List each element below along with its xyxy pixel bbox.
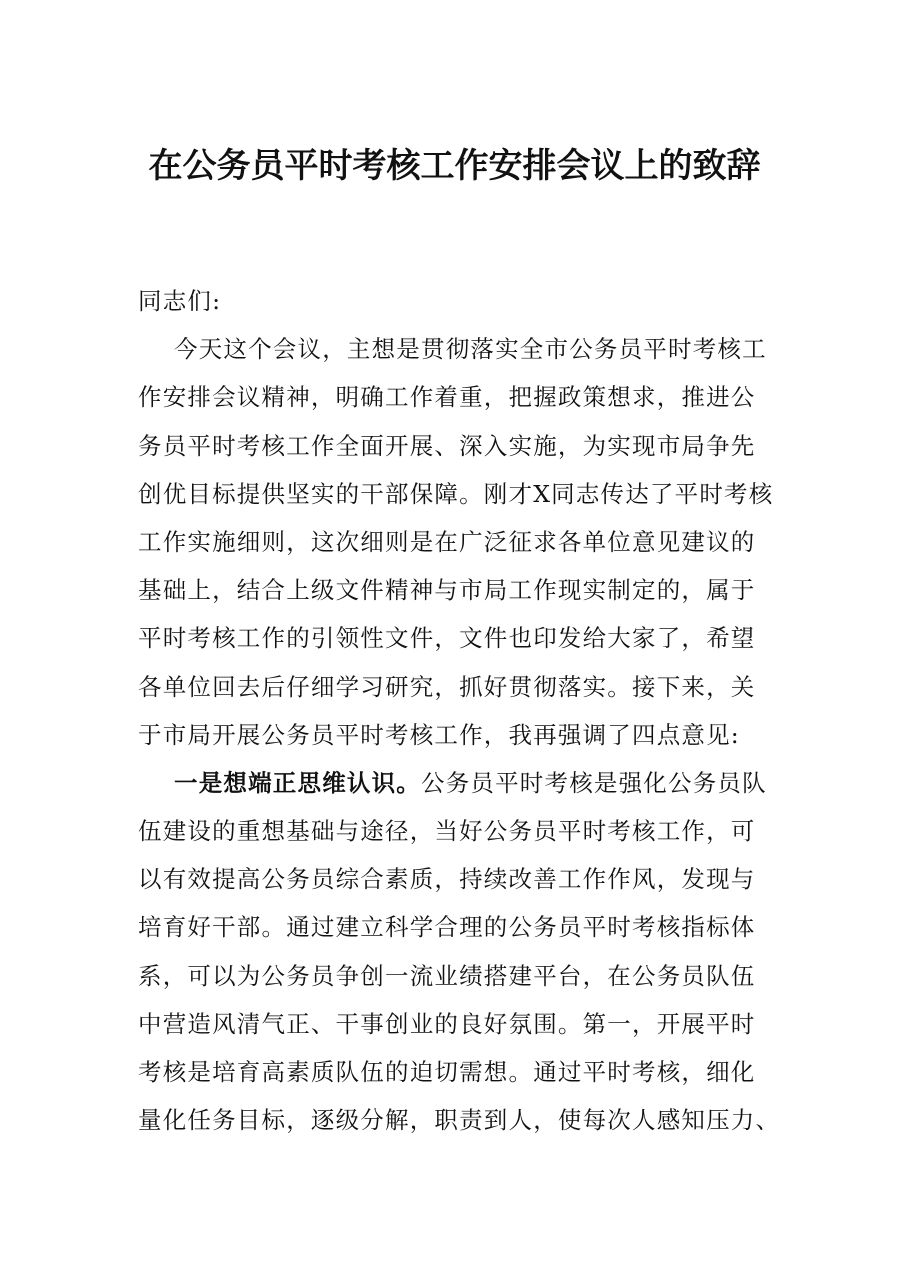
paragraph-line: 系，可以为公务员争创一流业绩搭建平台，在公务员队伍 [138,961,756,990]
paragraph-line: 今天这个会议，主想是贯彻落实全市公务员平时考核工 [174,335,767,364]
paragraph-line: 量化任务目标，逐级分解，职责到人，使每次人感知压力、 [138,1106,781,1135]
document-title: 在公务员平时考核工作安排会议上的致辞 [148,146,761,186]
paragraph-line: 务员平时考核工作全面开展、深入实施，为实现市局争先 [138,431,756,460]
paragraph-line: 工作实施细则，这次细则是在广泛征求各单位意见建议的 [138,527,756,556]
paragraph-line: 于市局开展公务员平时考核工作，我再强调了四点意见: [138,720,740,749]
section-heading: 一是想端正思维认识。 [174,768,421,797]
paragraph-line: 各单位回去后仔细学习研究，抓好贯彻落实。接下来，关 [138,672,756,701]
salutation: 同志们: [138,287,222,315]
document-body [138,277,781,1144]
paragraph-line: 中营造风清气正、干事创业的良好氛围。第一，开展平时 [138,1009,756,1038]
paragraph-line: 创优目标提供坚实的干部保障。刚才X同志传达了平时考核 [138,479,774,508]
paragraph-line: 作安排会议精神，明确工作着重，把握政策想求，推进公 [138,383,756,412]
paragraph-line: 考核是培育高素质队伍的迫切需想。通过平时考核，细化 [138,1058,756,1086]
paragraph-text: 公务员平时考核是强化公务员队 [421,768,767,797]
paragraph-line: 基础上，结合上级文件精神与市局工作现实制定的，属于 [138,576,756,605]
paragraph-line: 平时考核工作的引领性文件，文件也印发给大家了，希望 [138,624,756,653]
paragraph-line [138,759,778,807]
paragraph-line: 培育好干部。通过建立科学合理的公务员平时考核指标体 [138,913,756,942]
paragraph-line: 伍建设的重想基础与途径，当好公务员平时考核工作，可 [138,817,756,846]
paragraph-line: 以有效提高公务员综合素质，持续改善工作作风，发现与 [138,865,756,894]
